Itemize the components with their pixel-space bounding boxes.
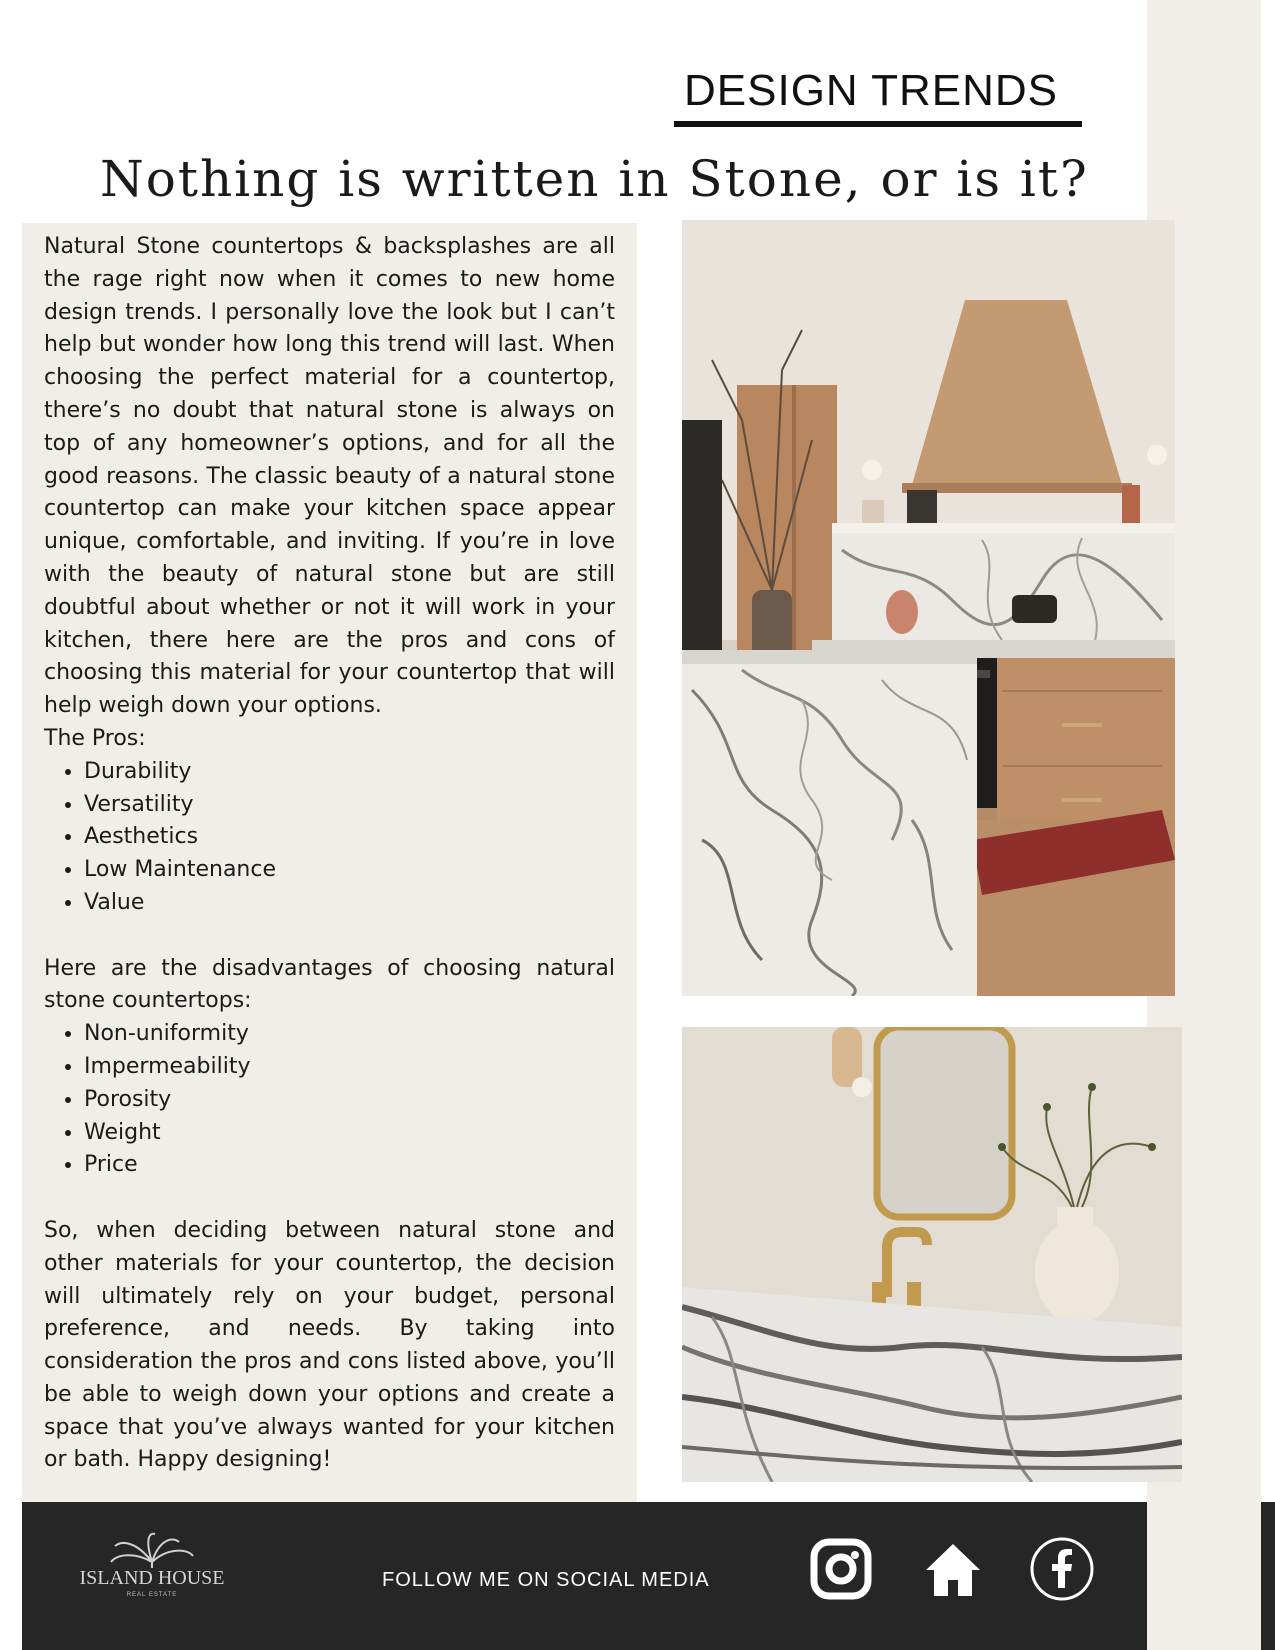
list-item: • Porosity xyxy=(84,1084,615,1117)
side-strip-bottom xyxy=(1147,1502,1261,1650)
list-item: • Value xyxy=(84,887,615,920)
list-item: • Low Maintenance xyxy=(84,854,615,887)
article-body xyxy=(44,231,615,1477)
list-item: • Weight xyxy=(84,1117,615,1150)
conclusion-paragraph: So, when deciding between natural stone and other materials for your countertop, the decision will ultimately rely on your budget, personal preference, and needs. By taking into consideration the pros and cons listed above, you’ll be able to weigh down your options and create a space that you’ve always wanted for your kitchen or bath. Happy designing! xyxy=(44,1217,615,1473)
kitchen-illustration xyxy=(682,220,1175,996)
spacer xyxy=(44,920,615,953)
list-item: • Aesthetics xyxy=(84,821,615,854)
list-item: • Versatility xyxy=(84,789,615,822)
cons-list xyxy=(44,1018,615,1182)
section-rule xyxy=(674,121,1082,127)
intro-paragraph: Natural Stone countertops & backsplashes are all the rage right now when it comes to new home design trends. I personally love the look but I can’t help but wonder how long this trend will last. When choosing the perfect material for a countertop, there’s no doubt that natural stone is always on top of any homeowner’s options, and for all the good reasons. The classic beauty of a natural stone countertop can make your kitchen space appear unique, comfortable, and inviting. If you’re in love with the beauty of natural stone but are still doubtful about whether or not it will work in your kitchen, there here are the pros and cons of choosing this material for your countertop that will help weigh down your options. xyxy=(44,234,615,719)
pros-heading: The Pros: xyxy=(44,725,146,751)
footer-edge xyxy=(1261,1502,1275,1650)
section-label: DESIGN TRENDS xyxy=(684,66,1059,115)
footer xyxy=(22,1502,1147,1650)
palm-leaf-icon xyxy=(67,1532,237,1602)
island-house-logo[interactable] xyxy=(67,1532,237,1602)
instagram-icon[interactable] xyxy=(808,1536,874,1602)
facebook-icon[interactable] xyxy=(1029,1536,1095,1602)
follow-social-text: FOLLOW ME ON SOCIAL MEDIA xyxy=(382,1569,710,1591)
list-item: • Non-uniformity xyxy=(84,1018,615,1051)
logo-subtitle: REAL ESTATE xyxy=(126,1592,178,1598)
spacer xyxy=(44,1182,615,1215)
list-item: • Durability xyxy=(84,756,615,789)
page-title: Nothing is written in Stone, or is it? xyxy=(100,150,1089,208)
pros-list xyxy=(44,756,615,920)
article-panel xyxy=(22,223,637,1502)
bathroom-photo xyxy=(682,1027,1182,1482)
home-icon[interactable] xyxy=(920,1536,986,1602)
bathroom-illustration xyxy=(682,1027,1182,1482)
cons-heading: Here are the disadvantages of choosing natural stone countertops: xyxy=(44,955,615,1014)
kitchen-photo xyxy=(682,220,1175,996)
list-item: • Impermeability xyxy=(84,1051,615,1084)
list-item: • Price xyxy=(84,1149,615,1182)
logo-name: ISLAND HOUSE xyxy=(79,1567,225,1589)
